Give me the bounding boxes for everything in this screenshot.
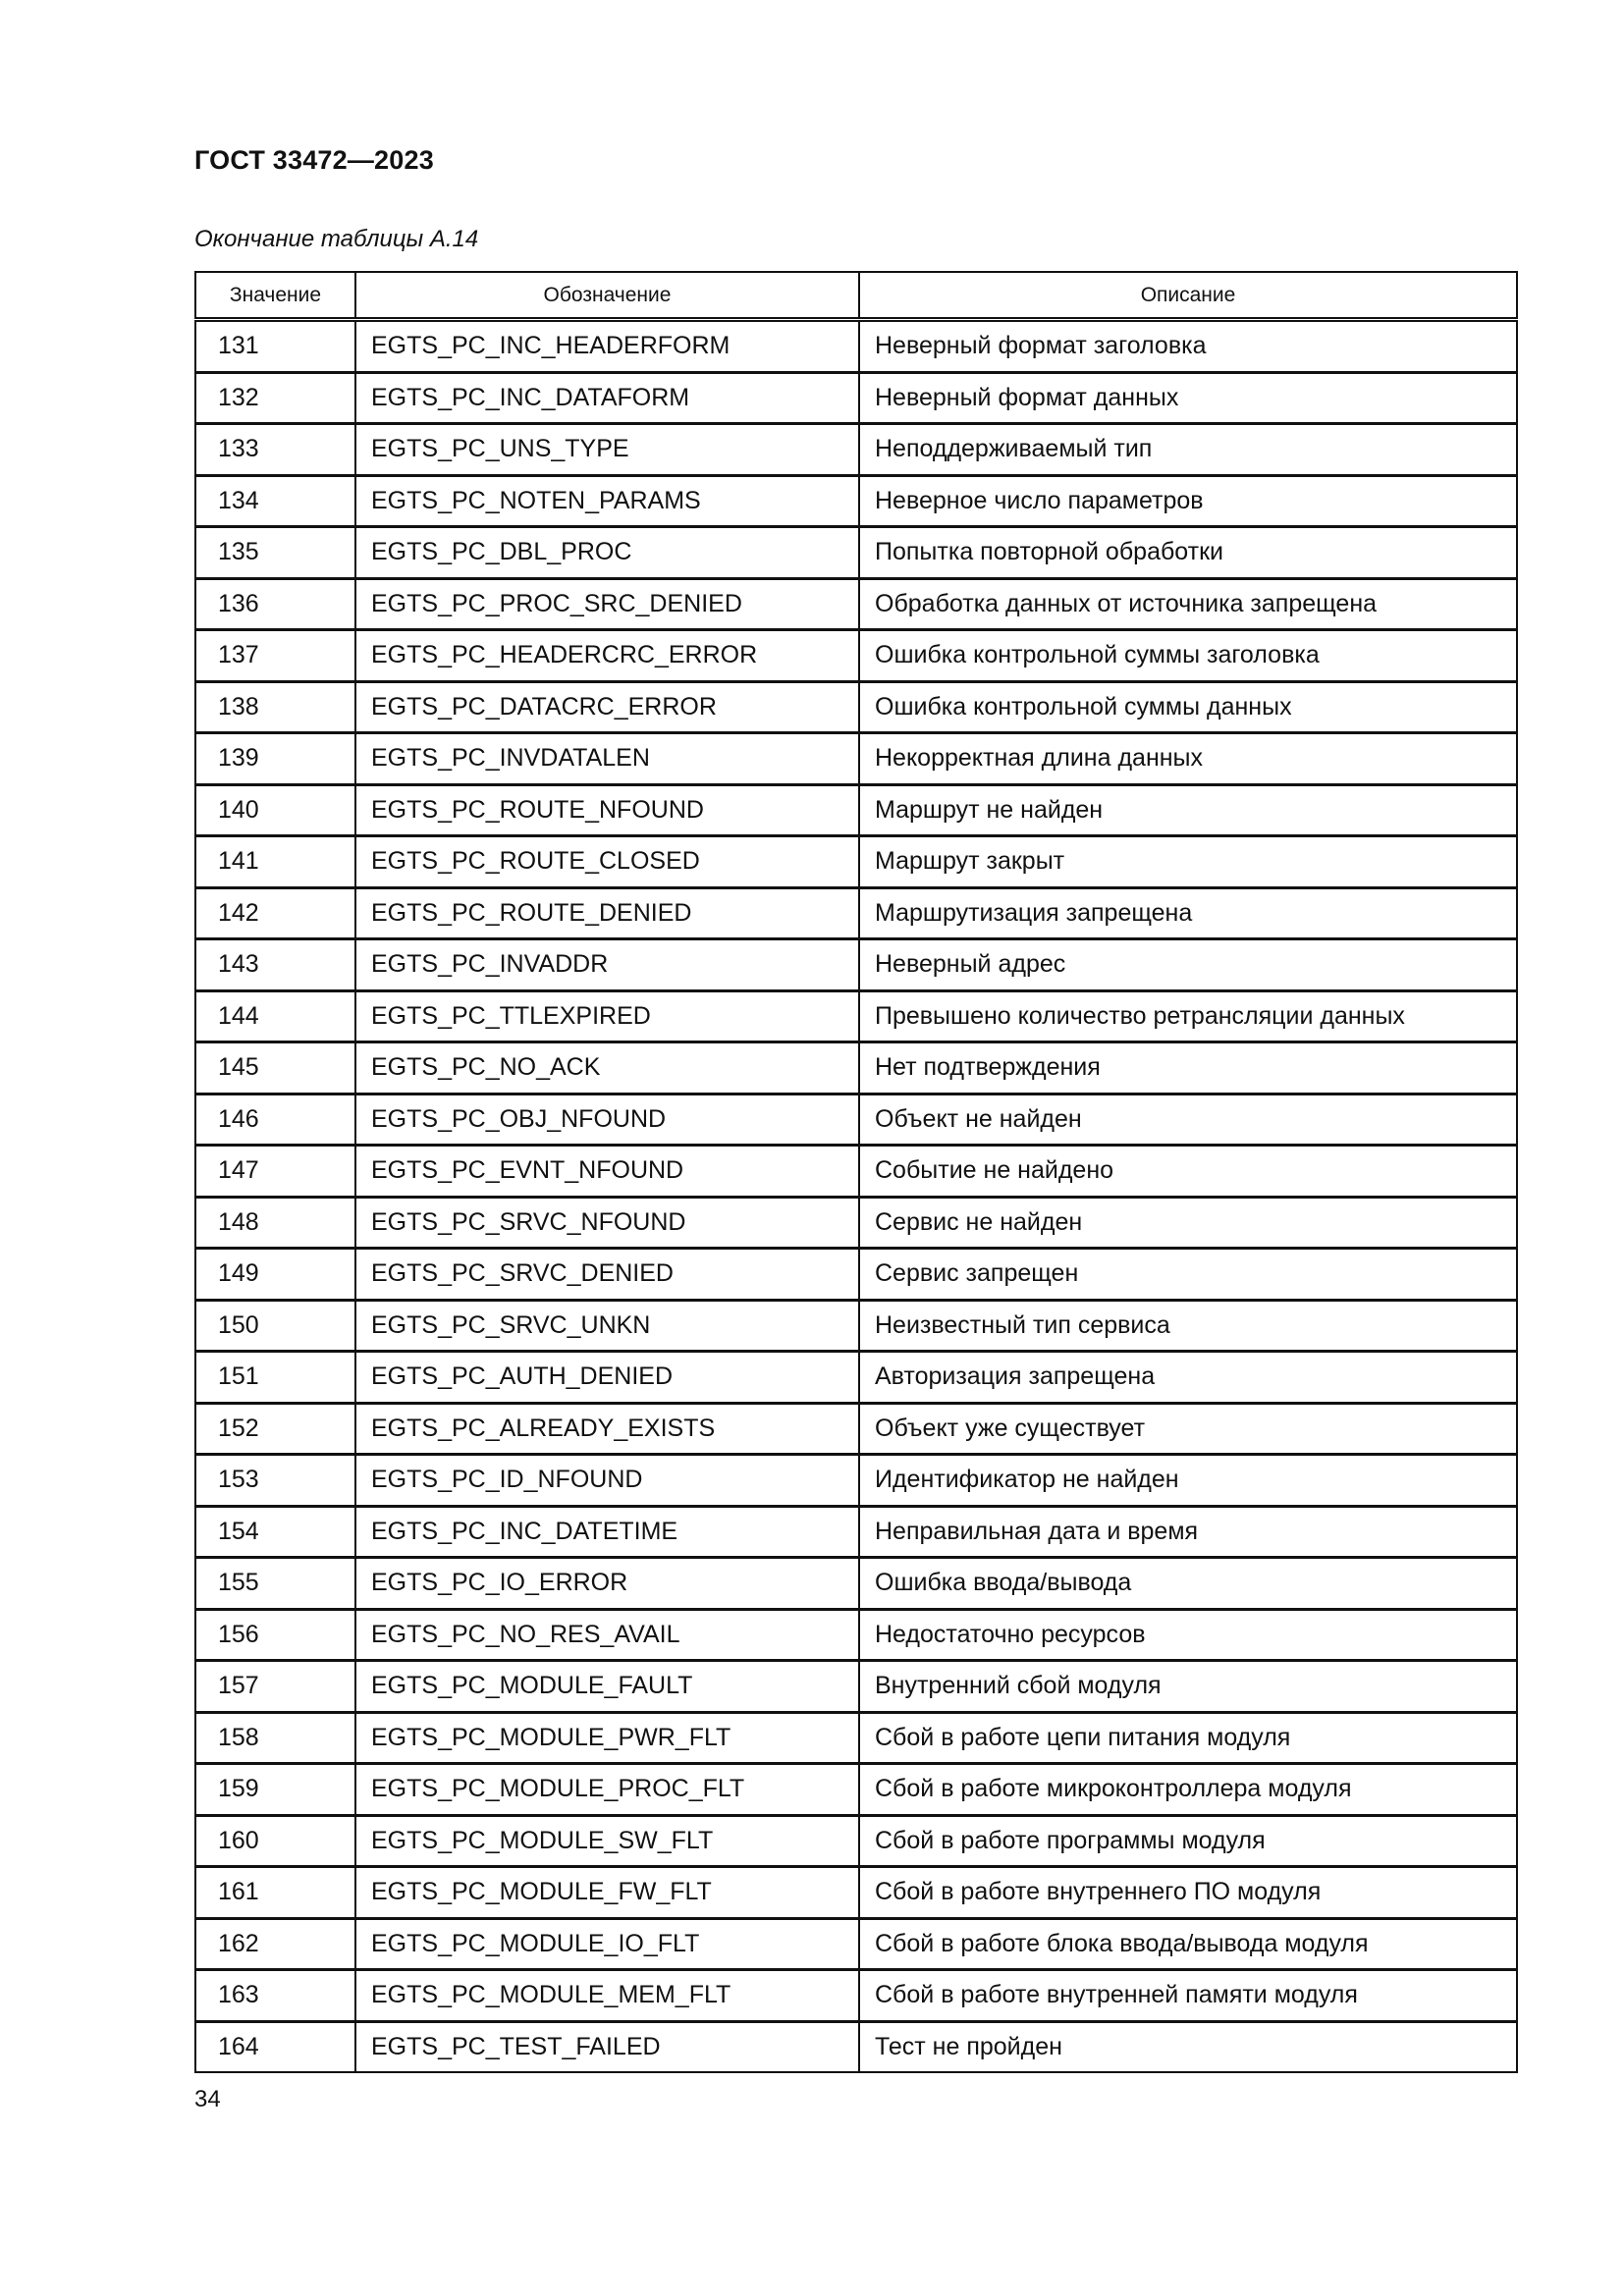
cell-value: 142 bbox=[195, 887, 355, 939]
table-row bbox=[195, 1455, 1517, 1507]
table-row bbox=[195, 1506, 1517, 1558]
cell-value: 150 bbox=[195, 1300, 355, 1352]
cell-code: EGTS_PC_ROUTE_CLOSED bbox=[355, 836, 859, 888]
column-header-code: Обозначение bbox=[355, 272, 859, 320]
cell-description: Объект уже существует bbox=[859, 1403, 1517, 1455]
cell-value: 162 bbox=[195, 1918, 355, 1970]
cell-code: EGTS_PC_ROUTE_DENIED bbox=[355, 887, 859, 939]
cell-code: EGTS_PC_MODULE_IO_FLT bbox=[355, 1918, 859, 1970]
table-row bbox=[195, 372, 1517, 424]
table-row bbox=[195, 1918, 1517, 1970]
table-row bbox=[195, 1609, 1517, 1661]
table-row bbox=[195, 527, 1517, 579]
cell-code: EGTS_PC_OBJ_NFOUND bbox=[355, 1094, 859, 1146]
cell-description: Маршрут закрыт bbox=[859, 836, 1517, 888]
codes-table bbox=[194, 271, 1518, 2073]
cell-description: Сервис не найден bbox=[859, 1197, 1517, 1249]
cell-value: 144 bbox=[195, 990, 355, 1042]
cell-code: EGTS_PC_NO_RES_AVAIL bbox=[355, 1609, 859, 1661]
cell-code: EGTS_PC_HEADERCRC_ERROR bbox=[355, 630, 859, 682]
cell-code: EGTS_PC_MODULE_FW_FLT bbox=[355, 1867, 859, 1919]
cell-value: 149 bbox=[195, 1249, 355, 1301]
cell-value: 138 bbox=[195, 681, 355, 733]
cell-value: 141 bbox=[195, 836, 355, 888]
cell-code: EGTS_PC_INVADDR bbox=[355, 939, 859, 991]
cell-description: Превышено количество ретрансляции данных bbox=[859, 990, 1517, 1042]
cell-code: EGTS_PC_INC_HEADERFORM bbox=[355, 320, 859, 373]
cell-description: Попытка повторной обработки bbox=[859, 527, 1517, 579]
cell-description: Объект не найден bbox=[859, 1094, 1517, 1146]
cell-description: Неподдерживаемый тип bbox=[859, 424, 1517, 476]
cell-description: Сбой в работе внутренней памяти модуля bbox=[859, 1970, 1517, 2022]
cell-value: 137 bbox=[195, 630, 355, 682]
cell-description: Сбой в работе блока ввода/вывода модуля bbox=[859, 1918, 1517, 1970]
cell-code: EGTS_PC_UNS_TYPE bbox=[355, 424, 859, 476]
cell-code: EGTS_PC_ALREADY_EXISTS bbox=[355, 1403, 859, 1455]
table-row bbox=[195, 1094, 1517, 1146]
cell-description: Сбой в работе микроконтроллера модуля bbox=[859, 1764, 1517, 1816]
table-row bbox=[195, 1970, 1517, 2022]
table-body bbox=[195, 320, 1517, 2073]
table-row bbox=[195, 630, 1517, 682]
cell-code: EGTS_PC_ID_NFOUND bbox=[355, 1455, 859, 1507]
cell-value: 153 bbox=[195, 1455, 355, 1507]
cell-description: Неверный адрес bbox=[859, 939, 1517, 991]
cell-code: EGTS_PC_INC_DATAFORM bbox=[355, 372, 859, 424]
table-row bbox=[195, 1764, 1517, 1816]
table-row bbox=[195, 578, 1517, 630]
table-row bbox=[195, 681, 1517, 733]
cell-value: 157 bbox=[195, 1661, 355, 1713]
table-row bbox=[195, 1403, 1517, 1455]
column-header-description: Описание bbox=[859, 272, 1517, 320]
cell-description: Ошибка ввода/вывода bbox=[859, 1558, 1517, 1610]
cell-description: Нет подтверждения bbox=[859, 1042, 1517, 1095]
cell-description: Ошибка контрольной суммы заголовка bbox=[859, 630, 1517, 682]
cell-value: 136 bbox=[195, 578, 355, 630]
cell-value: 158 bbox=[195, 1712, 355, 1764]
cell-value: 155 bbox=[195, 1558, 355, 1610]
cell-code: EGTS_PC_MODULE_PROC_FLT bbox=[355, 1764, 859, 1816]
cell-code: EGTS_PC_ROUTE_NFOUND bbox=[355, 784, 859, 836]
cell-value: 151 bbox=[195, 1352, 355, 1404]
cell-code: EGTS_PC_IO_ERROR bbox=[355, 1558, 859, 1610]
table-row bbox=[195, 836, 1517, 888]
cell-value: 160 bbox=[195, 1815, 355, 1867]
table-row bbox=[195, 1712, 1517, 1764]
cell-value: 133 bbox=[195, 424, 355, 476]
cell-code: EGTS_PC_DATACRC_ERROR bbox=[355, 681, 859, 733]
cell-value: 140 bbox=[195, 784, 355, 836]
document-header: ГОСТ 33472—2023 bbox=[194, 145, 434, 175]
cell-description: Тест не пройден bbox=[859, 2021, 1517, 2072]
cell-value: 152 bbox=[195, 1403, 355, 1455]
cell-description: Сбой в работе внутреннего ПО модуля bbox=[859, 1867, 1517, 1919]
cell-code: EGTS_PC_MODULE_PWR_FLT bbox=[355, 1712, 859, 1764]
cell-code: EGTS_PC_SRVC_UNKN bbox=[355, 1300, 859, 1352]
table-row bbox=[195, 990, 1517, 1042]
cell-description: Неверное число параметров bbox=[859, 475, 1517, 527]
table-caption: Окончание таблицы А.14 bbox=[194, 226, 479, 252]
table-row bbox=[195, 1042, 1517, 1095]
cell-description: Неверный формат данных bbox=[859, 372, 1517, 424]
table-row bbox=[195, 2021, 1517, 2072]
cell-description: Неизвестный тип сервиса bbox=[859, 1300, 1517, 1352]
cell-description: Некорректная длина данных bbox=[859, 733, 1517, 785]
column-header-value: Значение bbox=[195, 272, 355, 320]
cell-code: EGTS_PC_INC_DATETIME bbox=[355, 1506, 859, 1558]
cell-description: Сбой в работе программы модуля bbox=[859, 1815, 1517, 1867]
cell-description: Событие не найдено bbox=[859, 1146, 1517, 1198]
cell-description: Неправильная дата и время bbox=[859, 1506, 1517, 1558]
cell-description: Маршрут не найден bbox=[859, 784, 1517, 836]
cell-description: Внутренний сбой модуля bbox=[859, 1661, 1517, 1713]
table-row bbox=[195, 1558, 1517, 1610]
cell-value: 131 bbox=[195, 320, 355, 373]
cell-code: EGTS_PC_PROC_SRC_DENIED bbox=[355, 578, 859, 630]
cell-description: Неверный формат заголовка bbox=[859, 320, 1517, 373]
table-row bbox=[195, 939, 1517, 991]
cell-code: EGTS_PC_MODULE_MEM_FLT bbox=[355, 1970, 859, 2022]
cell-description: Маршрутизация запрещена bbox=[859, 887, 1517, 939]
cell-description: Ошибка контрольной суммы данных bbox=[859, 681, 1517, 733]
cell-value: 159 bbox=[195, 1764, 355, 1816]
cell-value: 148 bbox=[195, 1197, 355, 1249]
cell-value: 161 bbox=[195, 1867, 355, 1919]
table-row bbox=[195, 887, 1517, 939]
cell-value: 143 bbox=[195, 939, 355, 991]
table-header-row bbox=[195, 272, 1517, 320]
cell-value: 145 bbox=[195, 1042, 355, 1095]
table-row bbox=[195, 1352, 1517, 1404]
table-row bbox=[195, 1661, 1517, 1713]
table-row bbox=[195, 1197, 1517, 1249]
cell-code: EGTS_PC_NOTEN_PARAMS bbox=[355, 475, 859, 527]
cell-value: 139 bbox=[195, 733, 355, 785]
cell-code: EGTS_PC_TTLEXPIRED bbox=[355, 990, 859, 1042]
cell-description: Авторизация запрещена bbox=[859, 1352, 1517, 1404]
table-row bbox=[195, 320, 1517, 373]
cell-value: 156 bbox=[195, 1609, 355, 1661]
table-row bbox=[195, 475, 1517, 527]
table-row bbox=[195, 1867, 1517, 1919]
cell-description: Обработка данных от источника запрещена bbox=[859, 578, 1517, 630]
cell-value: 132 bbox=[195, 372, 355, 424]
cell-code: EGTS_PC_TEST_FAILED bbox=[355, 2021, 859, 2072]
cell-code: EGTS_PC_AUTH_DENIED bbox=[355, 1352, 859, 1404]
table-row bbox=[195, 733, 1517, 785]
table-row bbox=[195, 784, 1517, 836]
cell-code: EGTS_PC_SRVC_NFOUND bbox=[355, 1197, 859, 1249]
cell-description: Сервис запрещен bbox=[859, 1249, 1517, 1301]
cell-code: EGTS_PC_INVDATALEN bbox=[355, 733, 859, 785]
cell-value: 134 bbox=[195, 475, 355, 527]
cell-code: EGTS_PC_MODULE_FAULT bbox=[355, 1661, 859, 1713]
page-number: 34 bbox=[194, 2086, 221, 2112]
table-row bbox=[195, 1249, 1517, 1301]
cell-value: 154 bbox=[195, 1506, 355, 1558]
cell-code: EGTS_PC_NO_ACK bbox=[355, 1042, 859, 1095]
table-row bbox=[195, 424, 1517, 476]
table-row bbox=[195, 1146, 1517, 1198]
table-container bbox=[194, 271, 1516, 2073]
cell-value: 135 bbox=[195, 527, 355, 579]
cell-code: EGTS_PC_MODULE_SW_FLT bbox=[355, 1815, 859, 1867]
cell-description: Сбой в работе цепи питания модуля bbox=[859, 1712, 1517, 1764]
cell-value: 147 bbox=[195, 1146, 355, 1198]
cell-code: EGTS_PC_EVNT_NFOUND bbox=[355, 1146, 859, 1198]
table-row bbox=[195, 1300, 1517, 1352]
cell-value: 164 bbox=[195, 2021, 355, 2072]
cell-value: 163 bbox=[195, 1970, 355, 2022]
cell-description: Недостаточно ресурсов bbox=[859, 1609, 1517, 1661]
cell-code: EGTS_PC_DBL_PROC bbox=[355, 527, 859, 579]
cell-value: 146 bbox=[195, 1094, 355, 1146]
cell-description: Идентификатор не найден bbox=[859, 1455, 1517, 1507]
table-row bbox=[195, 1815, 1517, 1867]
cell-code: EGTS_PC_SRVC_DENIED bbox=[355, 1249, 859, 1301]
